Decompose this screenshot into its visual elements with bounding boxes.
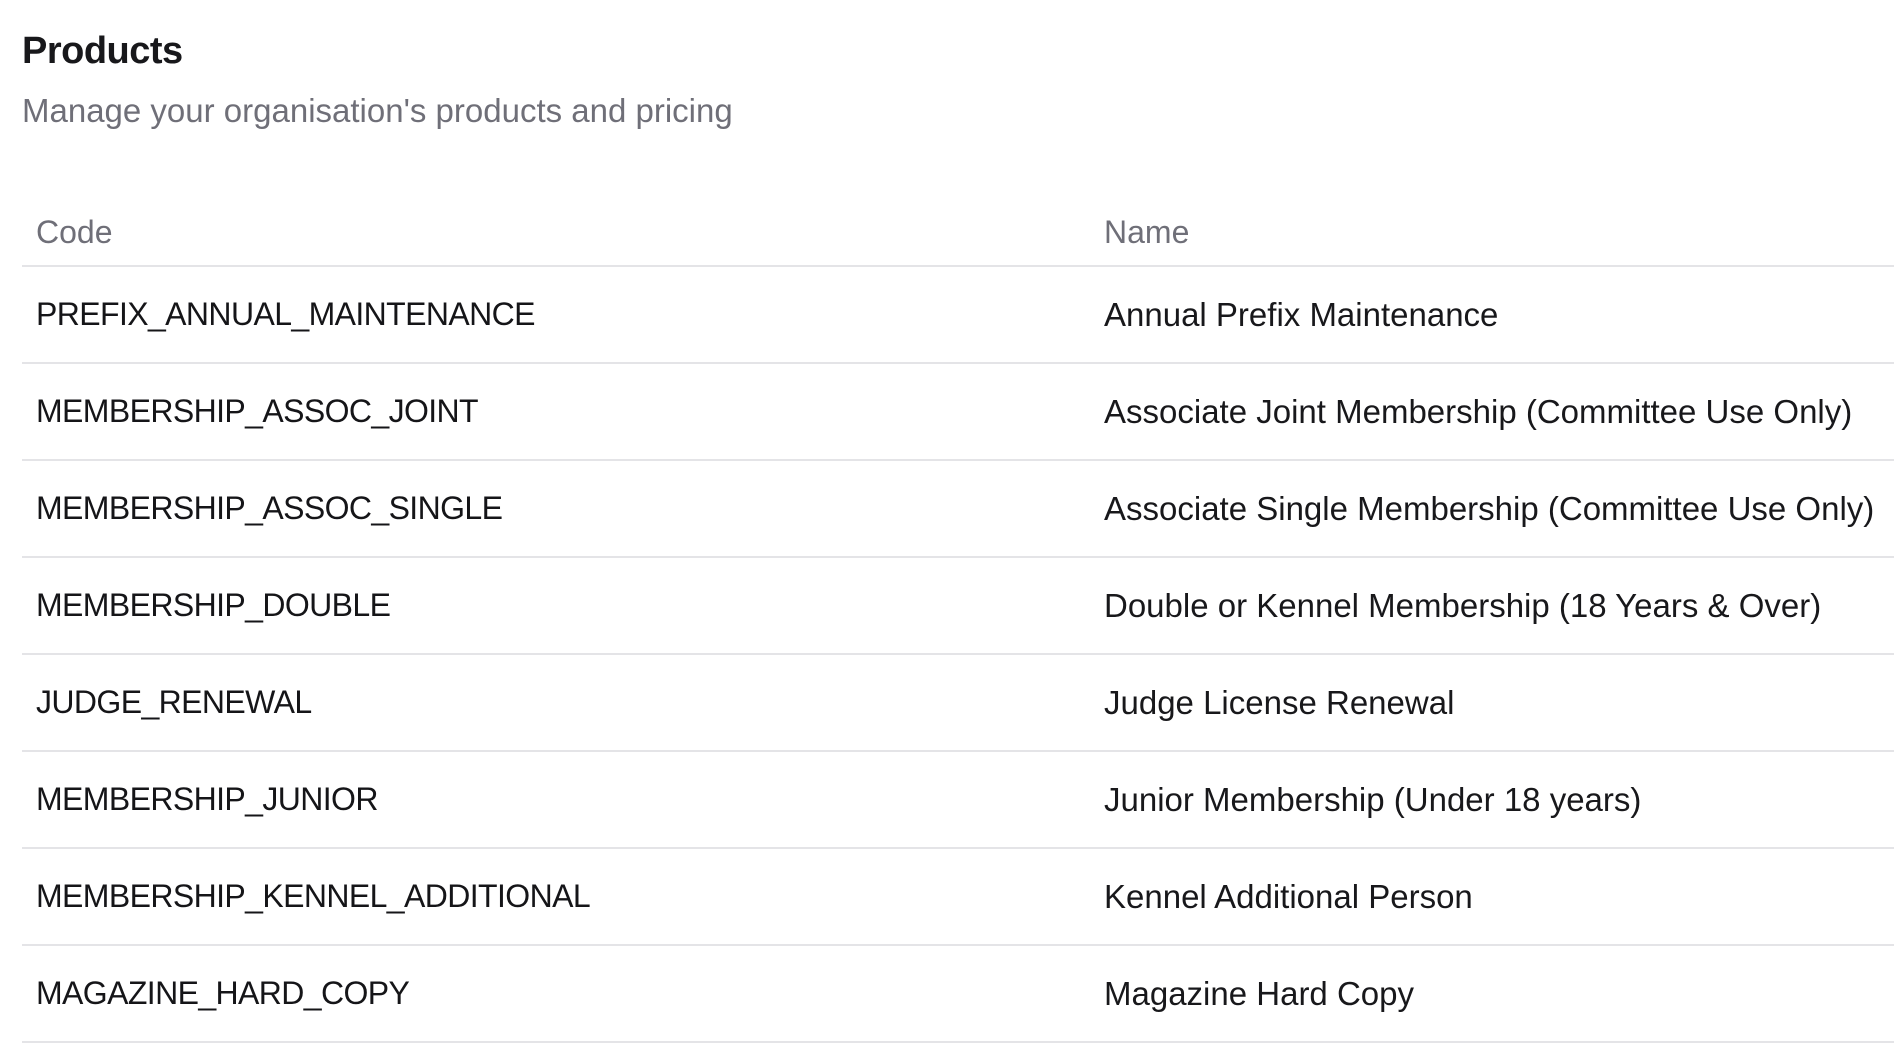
name-cell: Judge License Renewal [1090, 654, 1894, 751]
table-row[interactable] [22, 557, 1894, 654]
table-header [22, 172, 1894, 266]
code-cell: MEMBERSHIP_ASSOC_SINGLE [22, 460, 1090, 557]
table-row[interactable] [22, 460, 1894, 557]
code-cell: PREFIX_ANNUAL_MAINTENANCE [22, 266, 1090, 363]
code-cell: MAGAZINE_HARD_COPY [22, 945, 1090, 1042]
name-cell: Annual Prefix Maintenance [1090, 266, 1894, 363]
table-row[interactable] [22, 266, 1894, 363]
products-table [22, 172, 1894, 1043]
table-header-row [22, 172, 1894, 266]
name-cell: Magazine Hard Copy [1090, 945, 1894, 1042]
name-cell: Double or Kennel Membership (18 Years & Over) [1090, 557, 1894, 654]
column-header-name: Name [1090, 172, 1894, 266]
code-cell: MEMBERSHIP_DOUBLE [22, 557, 1090, 654]
page-subtitle: Manage your organisation's products and pricing [22, 92, 733, 129]
code-cell: MEMBERSHIP_JUNIOR [22, 751, 1090, 848]
table-row[interactable] [22, 751, 1894, 848]
table-row[interactable] [22, 848, 1894, 945]
code-cell: MEMBERSHIP_KENNEL_ADDITIONAL [22, 848, 1090, 945]
table-body [22, 266, 1894, 1042]
table-row[interactable] [22, 363, 1894, 460]
name-cell: Kennel Additional Person [1090, 848, 1894, 945]
table-row[interactable] [22, 654, 1894, 751]
name-cell: Associate Joint Membership (Committee Use Only) [1090, 363, 1894, 460]
column-header-code: Code [22, 172, 1090, 266]
name-cell: Junior Membership (Under 18 years) [1090, 751, 1894, 848]
table-row[interactable] [22, 945, 1894, 1042]
code-cell: JUDGE_RENEWAL [22, 654, 1090, 751]
page-title: Products [22, 30, 183, 72]
name-cell: Associate Single Membership (Committee Use Only) [1090, 460, 1894, 557]
code-cell: MEMBERSHIP_ASSOC_JOINT [22, 363, 1090, 460]
